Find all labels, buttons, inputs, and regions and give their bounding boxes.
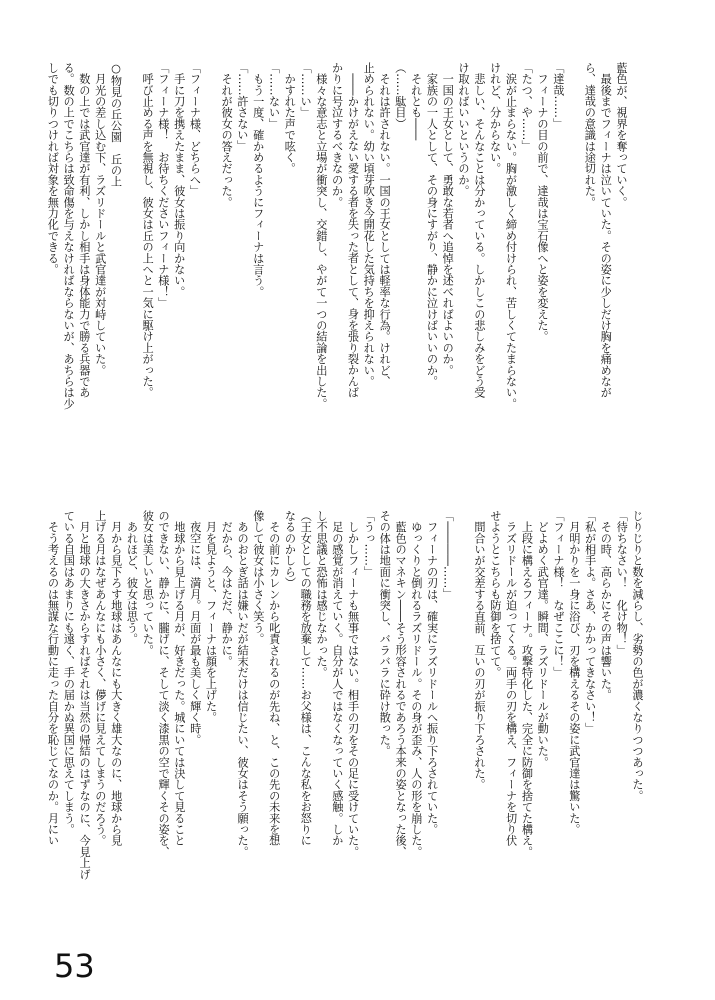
text-line: 「……ない」 [267,62,281,130]
text-line: る。数の上でこちらは致命傷を与えなければならないが、あちらは少 [62,62,76,410]
text-line: 「……許さない」 [235,62,249,152]
page-number: 53 [54,947,95,985]
text-line: しでも切りつければ対象を無力化できる。 [46,62,60,275]
text-line: けれど、分からない。 [488,62,502,174]
text-line [124,62,140,494]
text-line [202,62,218,494]
text-line: のできない、静かに、朧げに、そして淡く漆黒の空で輝くその姿を、 [157,510,171,858]
text-line: 「私が相手よ。さあ、かかってきなさい！」 [583,510,597,734]
text-line: け取ればいいというのか。 [457,62,471,197]
text-line: ○物見の丘公園 丘の上 [109,62,123,187]
text-line: 最後までフィーナは泣いていた。その姿に少しだけ胸を痛めなが [599,62,613,398]
text-line: 地球から見上げる月が、好きだった。城にいては決して見ること [172,510,186,846]
text-line: ――かけがえない愛する者を失った者として、身を張り裂かんば [346,62,360,398]
text-line: 上げる月はなぜあんなにも小さく、儚げに見えてしまうのだろう。 [93,510,107,846]
text-line: 上段に構えるフィーナ。攻撃特化した、完全に防御を捨てた構え。 [520,510,534,858]
text-line: 藍色のマネキン――そう形容されるであろう本来の姿となった後、 [394,510,408,858]
text-line: 月光の差し込む下、ラズリドールと武官達が対峙していた。 [93,62,107,376]
text-line: 月を見ようと、フィーナは顔を上げた。 [204,510,218,723]
text-line: 一国の王女として、勇敢な若者へ追悼を述べればよいのか。 [441,62,455,376]
text-line: 手に刀を携えたまま、彼女は振り向かない。 [172,62,186,298]
text-line: せようとこちらも防御を捨てて。 [488,510,502,678]
text-line: どよめく武官達。瞬間、ラズリドールが動いた。 [536,510,550,768]
text-line: 悲しい、そんなことは分かっている。しかしこの悲しみをどう受 [472,62,486,398]
text-line: あのおとぎ話は嫌いだが結末だけは信じたい、彼女はそう願った。 [236,510,250,858]
text-line: ている自国はあまりにも遠く、手の届かぬ異国に思えてしまう。 [62,510,76,835]
text-line: 「フィーナ様、どちらへ」 [188,62,202,197]
text-line: し不思議と恐怖は感じなかった。 [315,510,329,678]
text-line: 足の感覚が消えていく。自分が人ではなくなっていく感触。しか [330,510,344,846]
text-line: 「……い」 [299,62,313,118]
text-line: しかしフィーナも無事ではない。相手の刃をその足に受けていた。 [346,510,360,858]
text-line: かすれた声で呟く。 [283,62,297,174]
text-line: フィーナの刃は、確実にラズリドールへ振り下ろされていた。 [425,510,439,835]
text-line [566,62,582,494]
text-line: ら、達哉の意識は途切れた。 [583,62,597,208]
text-line: ラズリドールが迫ってくる。両手の刃を構え、フィーナを切り伏 [504,510,518,846]
text-line: それが彼女の答えだった。 [220,62,234,208]
text-line: 彼女は美しいと思っていた。 [141,510,155,656]
text-line: 家族の一人として、その身にすがり、静かに泣けばいいのか。 [425,62,439,387]
text-line: 様々な意志と立場が衝突し、交錯し、やがて一つの結論を出した。 [314,62,328,410]
text-line: 間合いが交差する直前、互いの刃が振り下ろされた。 [473,510,487,790]
text-line: だから、今はただ、静かに。 [220,510,234,667]
text-line: 「達哉……」 [551,62,565,130]
text-line: （……駄目） [393,62,407,130]
text-line: それは許されない。一国の王女としては軽率な行為。けれど、 [378,62,392,387]
text-line [455,510,471,942]
text-line: ゆっくりと倒れるラズリドール。その身が歪み、人の形を崩した。 [409,510,423,858]
text-line: 数の上では武官達が有利、しかし相手は身体能力で勝る兵器であ [77,62,91,398]
text-line: 「たつ、や……」 [520,62,534,152]
text-line: 涙が止まらない。胸が激しく締め付けられ、苦しくてたまらない。 [504,62,518,410]
upper-text-block [46,62,629,494]
text-line: 像して彼女は小さく笑う。 [251,510,265,645]
lower-text-block [46,510,645,942]
text-line: 月から見下ろす地球はあんなにも大きく雄大なのに、地球から見 [109,510,123,846]
text-line: 呼び止める声を無視し、彼女は丘の上へと一気に駆け上がった。 [141,62,155,398]
text-line: 「フィーナ様！ なぜここに！」 [552,510,566,678]
text-line: もう一度、確かめるようにフィーナは言う。 [251,62,265,298]
text-line: 止められない。幼い頃芽吹き今開花した気持ちを抑えられない。 [362,62,376,387]
text-line: 「待ちなさい！ 化け物！」 [615,510,629,656]
text-line: 月と地球の大きさからすればそれは当然の帰結のはずなのに、今見上げ [78,510,92,880]
text-line: その時、高らかにその声は響いた。 [599,510,613,701]
text-line: その前にカレンから叱責されるのが先ね、と、この先の未来を想 [267,510,281,846]
text-line: そう考えるのは無謀な行動に走った自分を恥じてなのか。月にい [46,510,60,846]
text-line: その体は地面に衝突し、バラバラに砕け散った。 [378,510,392,757]
text-line: 「うっ……」 [362,510,376,578]
text-line: 夜空には、満月。月面が最も美しく輝く時。 [188,510,202,746]
text-line: 月明かりを一身に浴び、刃を構えるその姿に武官達は驚いた。 [567,510,581,835]
text-line: フィーナの目の前で、達哉は宝石像へと姿を変えた。 [536,62,550,342]
text-line: じりじりと数を減らし、劣勢の色が濃くなりつつあった。 [631,510,644,802]
text-line: 「フィーナ様！ お待ちくださいフィーナ様！」 [156,62,170,309]
text-line: それとも―― [409,62,423,141]
text-line: かりに号泣するべきなのか。 [330,62,344,208]
text-line: あれほど、彼女は思う。 [125,510,139,645]
text-line: なるのかしら） [283,510,297,589]
text-line: 藍色が、視界を奪っていく。 [615,62,628,208]
text-line: （王女としての職務を放棄して……お父様は、こんな私をお怒りに [299,510,313,846]
text-line: 「――――……」 [441,510,455,600]
